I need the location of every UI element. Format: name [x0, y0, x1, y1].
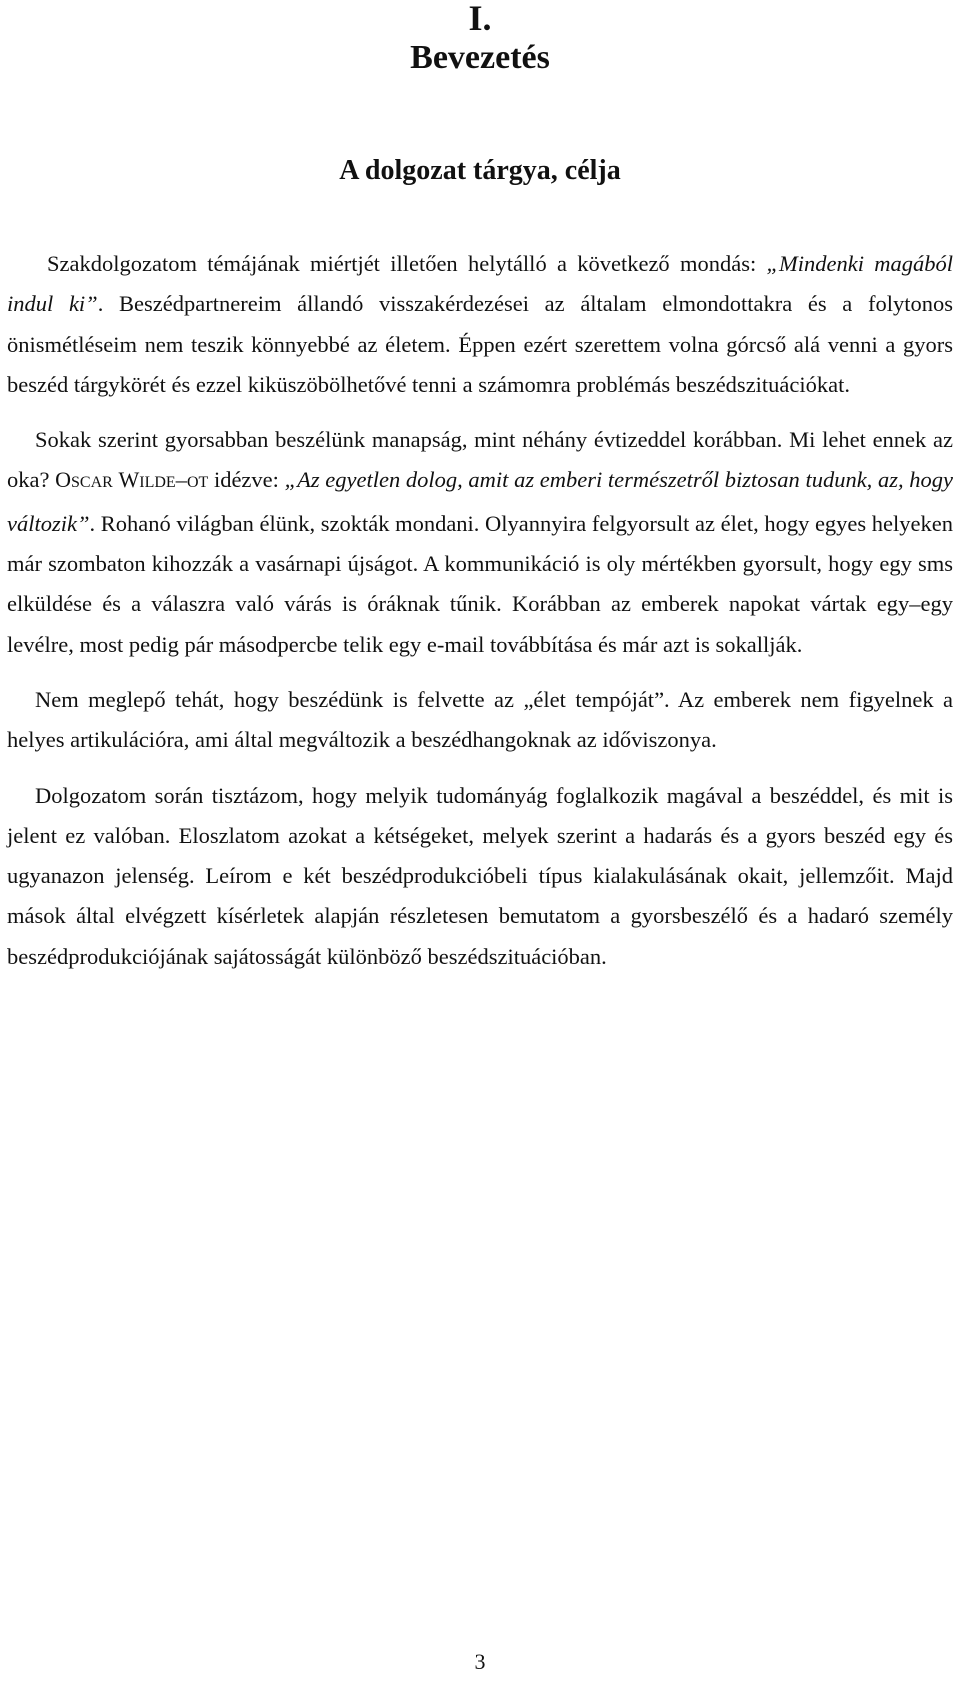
paragraph-3: Nem meglepő tehát, hogy beszédünk is felvette az „élet tempóját”. Az emberek nem figyelnek a helyes artikulációra, ami által megváltozik a beszédhangoknak az időviszonya. [7, 686, 953, 753]
paragraph-4: Dolgozatom során tisztázom, hogy melyik tudományág foglalkozik magával a beszéddel, és mit is jelent ez valóban. Eloszlatom azokat a kétségeket, melyek szerint a hadarás és a gyors beszéd egy és ugyanazon jelenség. Leírom e két beszédprodukcióbeli típus kialakulásának okait, jellemzőit. Majd mások által elvégzett kísérletek alapján részletesen bemutatom a gyorsbeszélő és a hadaró személy beszédprodukciójának sajátosságát különböző beszédszituációban. [7, 782, 953, 969]
chapter-number: I. [468, 0, 492, 38]
paragraph-1 [7, 244, 953, 405]
p2-text-b: idézve: [208, 467, 285, 493]
page-number: 3 [474, 1649, 486, 1674]
section-title: A dolgozat tárgya, célja [339, 155, 621, 186]
p1-text-b: . Beszédpartnereim állandó visszakérdezései az általam elmondottakra és a folytonos önismétléseim nem teszik könnyebbé az életem. Éppen ezért szerettem volna górcső alá venni a gyors beszéd tárgykörét és ezzel kiküszöbölhetővé tenni a számomra problémás beszédszituációkat. [7, 291, 953, 397]
p1-quote: „Mindenki magából indul ki” [7, 251, 953, 317]
paragraph-2 [7, 420, 953, 665]
p1-text-a: Szakdolgozatom témájának miértjét illetően helytálló a következő mondás: [47, 251, 767, 276]
p2-text-a: Sokak szerint gyorsabban beszélünk manapság, mint néhány évtizeddel korábban. Mi lehet ennek az oka? [7, 427, 953, 493]
p2-text-c: . Rohanó világban élünk, szokták mondani. Olyannyira felgyorsult az élet, hogy egyes helyeken már szombaton kihozzák a vasárnapi újságot. A kommunikáció is oly mértékben gyorsult, hogy egy sms elküldése és a válaszra való várás is óráknak tűnik. Korábban az emberek napokat vártak egy–egy levélre, most pedig pár másodpercbe telik egy e-mail továbbítása és már azt is sokallják. [7, 510, 954, 657]
chapter-title: Bevezetés [410, 39, 550, 76]
author-name: OSCAR WILDE–OT [55, 467, 209, 493]
p2-quote: „Az egyetlen dolog, amit az emberi természetről biztosan tudunk, az, hogy változik” [7, 467, 954, 536]
body-text [7, 244, 953, 992]
